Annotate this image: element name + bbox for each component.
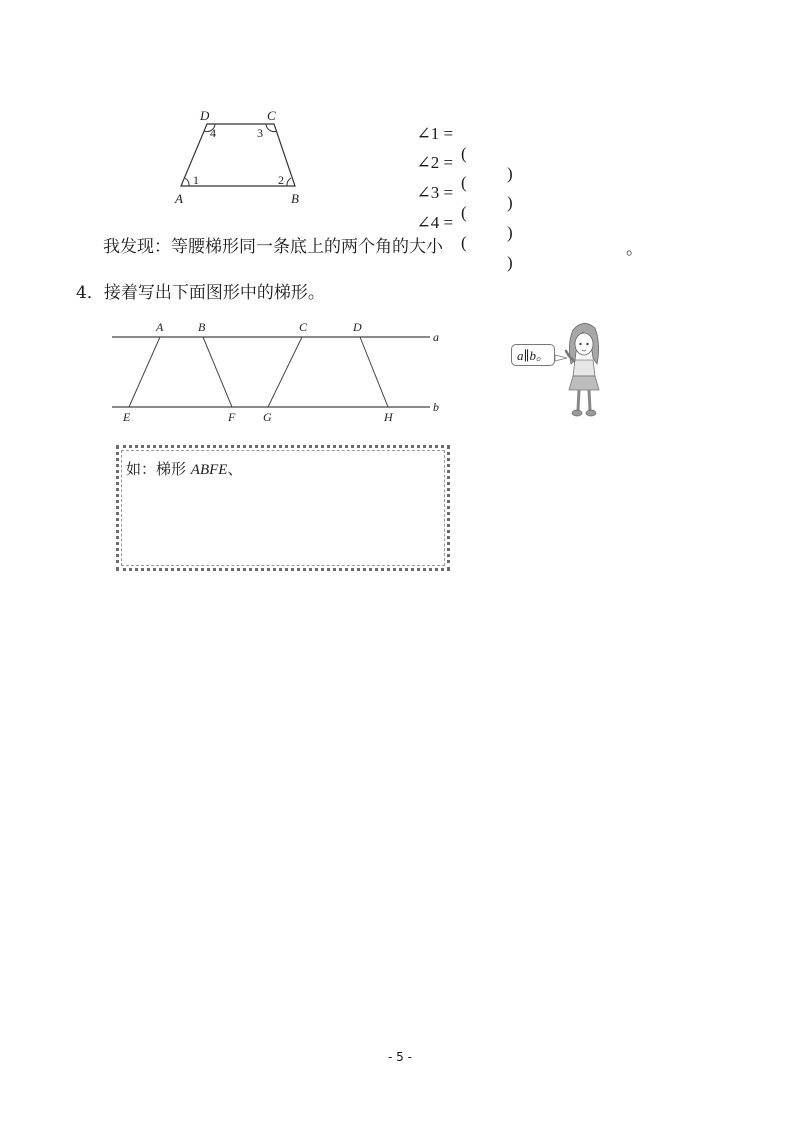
angle-mark-4: 4: [210, 126, 216, 140]
answer-example-trapezoid: ABFE: [190, 462, 228, 478]
open-paren: (: [461, 173, 467, 192]
point-label-a: A: [156, 320, 164, 334]
vertex-label-b: B: [291, 191, 299, 206]
angle-mark-1: 1: [193, 173, 199, 187]
segment-ae: [129, 337, 160, 407]
point-label-d: D: [353, 320, 362, 334]
discovery-end-mark: 。: [626, 239, 643, 259]
answer-suffix: 、: [227, 460, 243, 478]
open-paren: (: [461, 144, 467, 163]
point-label-h: H: [384, 410, 393, 424]
close-paren: ): [507, 193, 513, 212]
point-label-g: G: [263, 410, 272, 424]
angle-label-4: ∠4 =: [416, 213, 454, 232]
segment-cg: [268, 337, 302, 407]
vertex-label-a: A: [175, 191, 183, 206]
close-paren: ): [507, 253, 513, 272]
open-paren: (: [461, 203, 467, 222]
girl-illustration: [553, 318, 613, 422]
segment-dh: [360, 337, 388, 407]
segment-bf: [203, 337, 232, 407]
line-label-a: a: [433, 330, 439, 344]
angle-mark-2: 2: [278, 173, 284, 187]
vertex-label-d: D: [200, 108, 210, 123]
point-label-b: B: [198, 320, 206, 334]
page-number: - 5 -: [388, 1050, 412, 1064]
question-4-title: 4．接着写出下面图形中的梯形。: [76, 283, 325, 303]
close-paren: ): [507, 164, 513, 183]
angle-arc-1: [185, 178, 189, 186]
angle-mark-3: 3: [257, 126, 263, 140]
point-label-c: C: [299, 320, 308, 334]
line-label-b: b: [433, 400, 439, 414]
point-label-e: E: [123, 410, 131, 424]
parallel-lines-figure: [100, 315, 450, 425]
answer-example: [126, 458, 242, 479]
angle-label-3: ∠3 =: [416, 183, 454, 202]
hint-speech-bubble: a∥b。: [511, 344, 555, 366]
vertex-label-c: C: [267, 108, 276, 123]
angle-label-2: ∠2 =: [416, 153, 454, 172]
angle-arc-2: [287, 178, 291, 186]
trapezoid-figure: [160, 100, 320, 210]
discovery-text: 我发现：等腰梯形同一条底上的两个角的大小: [103, 237, 443, 257]
point-label-f: F: [228, 410, 236, 424]
open-paren: (: [461, 233, 467, 252]
answer-prefix: 如：梯形: [126, 460, 191, 478]
close-paren: ): [507, 223, 513, 242]
angle-label-1: ∠1 =: [416, 124, 454, 143]
